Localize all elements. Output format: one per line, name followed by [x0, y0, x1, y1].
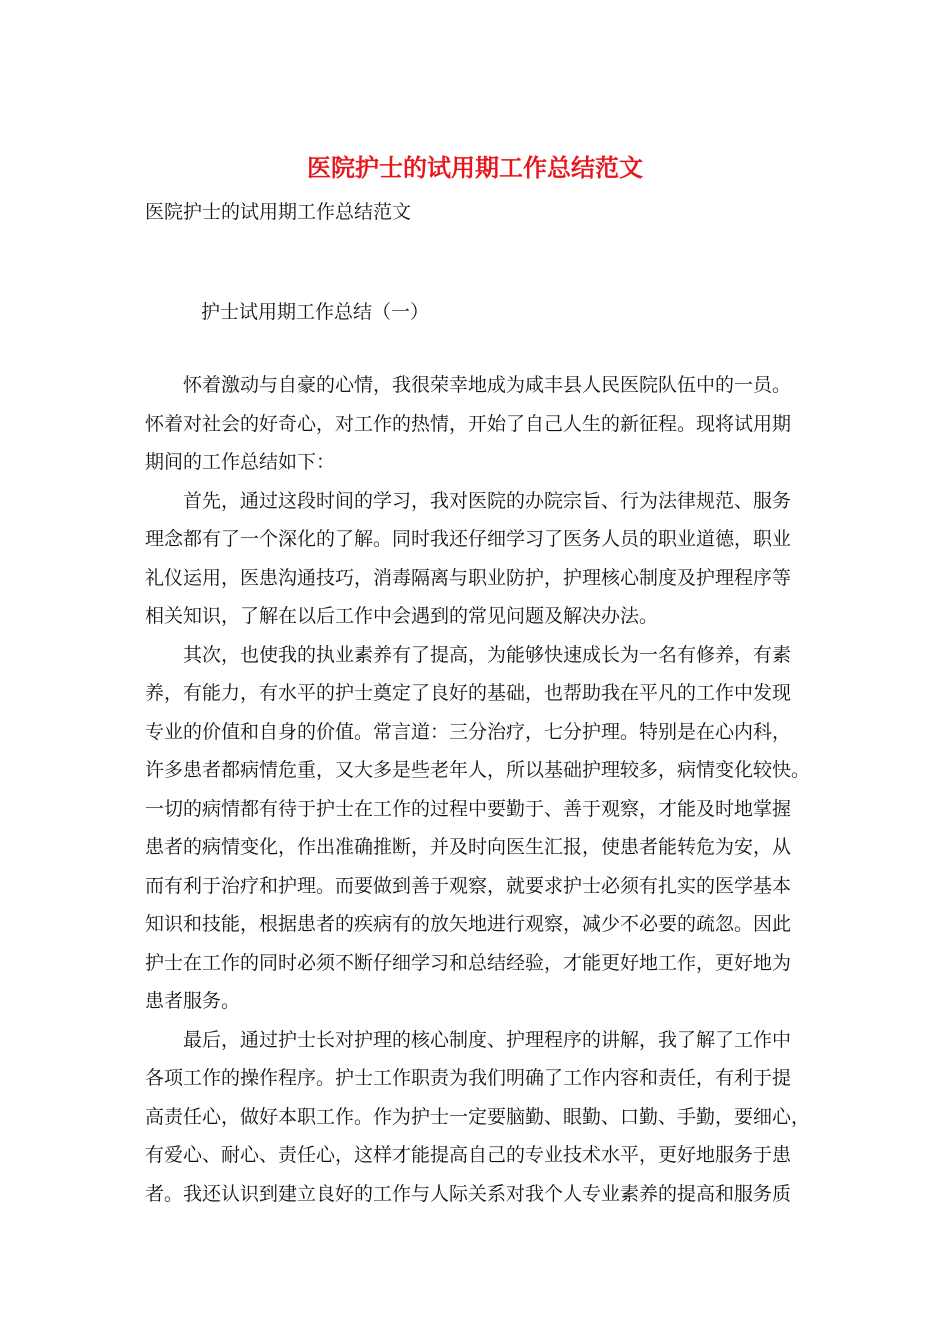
document-subtitle: 医院护士的试用期工作总结范文	[145, 201, 412, 223]
paragraph: 首先，通过这段时间的学习，我对医院的办院宗旨、行为法律规范、服务 理念都有了一个深化的了解。同时我还仔细学习了医务人员的职业道德，职业 礼仪运用，医患沟通技巧，消毒隔离与职业防护，护理核心制度及护理程序等 相关知识，了解在以后工作中会遇到的常见问题及解决办法。	[145, 489, 792, 627]
paragraph: 其次，也使我的执业素养有了提高，为能够快速成长为一名有修养，有素 养，有能力，有水平的护士奠定了良好的基础，也帮助我在平凡的工作中发现 专业的价值和自身的价值。常言道：三分治疗，七分护理。特别是在心内科， 许多患者都病情危重，又大多是些老年人，所以基础护理较多，病情变化较快。 一切的病情都有待于护士在工作的过程中要勤于、善于观察，才能及时地掌握 患者的病情变化，作出准确推断，并及时向医生汇报，使患者能转危为安，从 而有利于治疗和护理。而要做到善于观察，就要求护士必须有扎实的医学基本 知识和技能，根据患者的疾病有的放矢地进行观察，减少不必要的疏忽。因此 护士在工作的同时必须不断仔细学习和总结经验，才能更好地工作，更好地为 患者服务。	[145, 643, 811, 1012]
section-heading: 护士试用期工作总结（一）	[201, 301, 430, 323]
body-text	[145, 366, 810, 1213]
document-title: 医院护士的试用期工作总结范文	[307, 153, 643, 182]
paragraph: 最后，通过护士长对护理的核心制度、护理程序的讲解，我了解了工作中 各项工作的操作程序。护士工作职责为我们明确了工作内容和责任，有利于提 高责任心，做好本职工作。作为护士一定要脑勤、眼勤、口勤、手勤，要细心， 有爱心、耐心、责任心，这样才能提高自己的专业技术水平，更好地服务于患 者。我还认识到建立良好的工作与人际关系对我个人专业素养的提高和服务质	[145, 1028, 811, 1205]
paragraph: 怀着激动与自豪的心情，我很荣幸地成为咸丰县人民医院队伍中的一员。 怀着对社会的好奇心，对工作的热情，开始了自己人生的新征程。现将试用期 期间的工作总结如下：	[145, 374, 792, 473]
